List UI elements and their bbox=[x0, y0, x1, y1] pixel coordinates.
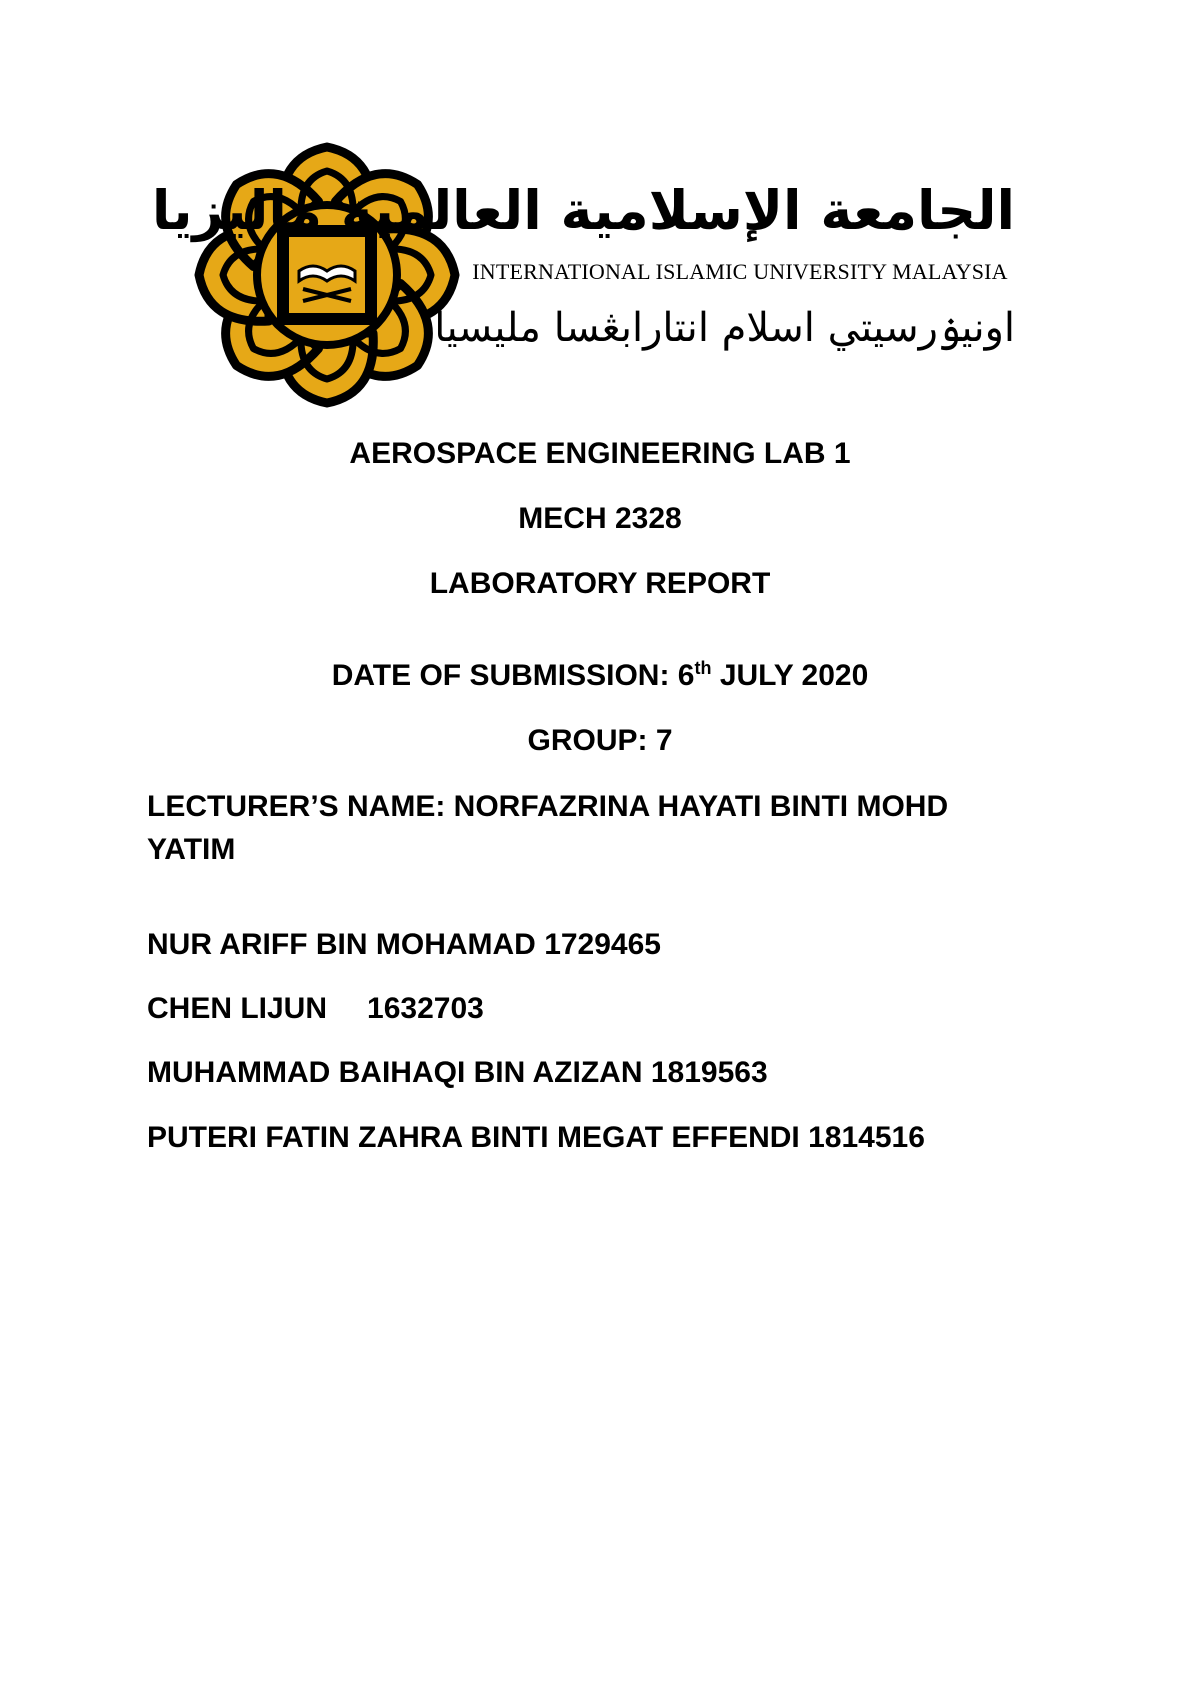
malay-jawi-university-name: اونيۏرسيتي اسلام انتارابڠسا مليسيا bbox=[434, 305, 1015, 351]
english-university-name: INTERNATIONAL ISLAMIC UNIVERSITY MALAYSIA bbox=[472, 259, 1008, 284]
report-type: LABORATORY REPORT bbox=[429, 567, 771, 600]
group-number: GROUP: 7 bbox=[527, 724, 673, 757]
submission-date-rest: JULY 2020 bbox=[711, 659, 869, 692]
member-row bbox=[147, 1116, 1047, 1159]
member-name: CHEN LIJUN bbox=[147, 992, 328, 1025]
member-row bbox=[147, 987, 1047, 1030]
member-row bbox=[147, 1051, 1047, 1094]
member-id: 1632703 bbox=[367, 992, 484, 1025]
submission-date-ordinal: th bbox=[694, 658, 712, 678]
lecturer-name: LECTURER’S NAME: NORFAZRINA HAYATI BINTI MOHD YATIM bbox=[147, 790, 949, 866]
member-name: PUTERI FATIN ZAHRA BINTI MEGAT EFFENDI bbox=[147, 1121, 800, 1154]
university-wordmark bbox=[151, 171, 1015, 391]
member-id: 1819563 bbox=[650, 1056, 768, 1089]
member-row bbox=[147, 923, 1047, 966]
submission-date bbox=[0, 656, 1200, 696]
course-code: MECH 2328 bbox=[518, 502, 682, 535]
arabic-university-name: الجامعة الإسلامية العالمية ماليزيا bbox=[151, 179, 1015, 242]
member-name: NUR ARIFF BIN MOHAMAD bbox=[147, 928, 536, 961]
member-id: 1729465 bbox=[544, 928, 661, 961]
university-logo bbox=[151, 143, 1015, 407]
course-title: AEROSPACE ENGINEERING LAB 1 bbox=[349, 437, 851, 470]
member-name: MUHAMMAD BAIHAQI BIN AZIZAN bbox=[147, 1056, 643, 1089]
member-id: 1814516 bbox=[808, 1121, 925, 1154]
submission-date-main: DATE OF SUBMISSION: 6 bbox=[331, 659, 695, 692]
